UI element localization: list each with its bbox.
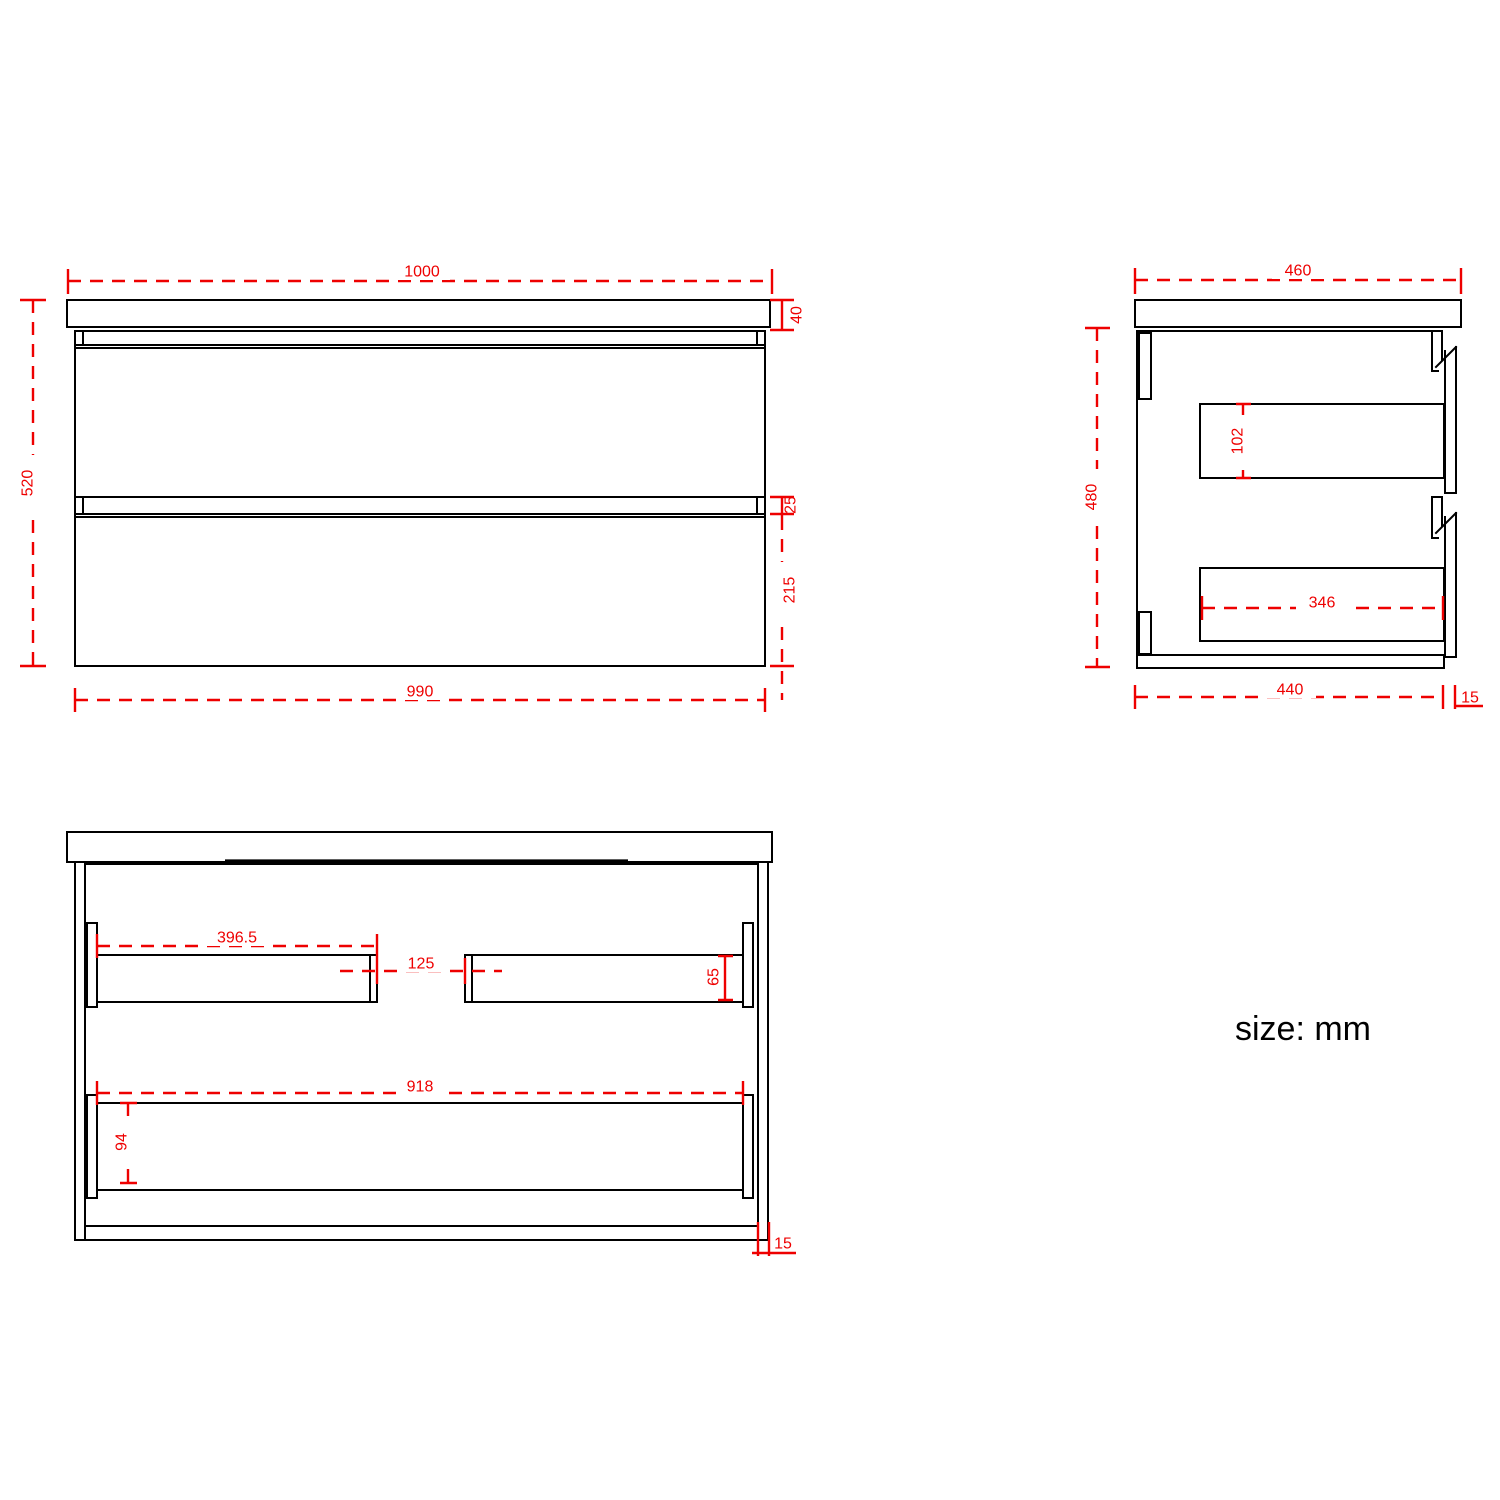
- side-drawer-front-top: [1432, 331, 1456, 493]
- back-countertop-outline: [67, 832, 772, 862]
- side-body-outline: [1137, 331, 1444, 668]
- units-label: size: mm: [1235, 1010, 1371, 1048]
- side-dim-cabinet-height: 480: [1083, 483, 1101, 511]
- front-dim-bottom-drawer-height: 215: [781, 576, 799, 604]
- side-countertop-outline: [1135, 300, 1461, 327]
- back-body-outline: [75, 862, 768, 1240]
- side-dim-front-thickness: 15: [1461, 689, 1479, 707]
- front-view: [18, 262, 806, 712]
- back-dim-panel-thickness: 15: [774, 1235, 792, 1253]
- side-dim-top-depth: 460: [1284, 262, 1312, 280]
- front-dim-ticks: [20, 269, 794, 712]
- front-dim-cabinet-width: 990: [406, 683, 434, 701]
- side-drawer-front-bottom: [1432, 497, 1456, 657]
- back-dim-back-rail-width: 918: [406, 1078, 434, 1096]
- back-dim-left-rail-width: 396.5: [216, 929, 258, 947]
- back-dim-dashed-lines: [97, 946, 743, 1183]
- front-dim-drawer-gap: 25: [782, 496, 800, 514]
- back-dim-back-rail-height: 94: [113, 1133, 131, 1151]
- front-dim-top-width: 1000: [404, 263, 440, 281]
- back-bottom-rail: [97, 1103, 743, 1190]
- back-view: [67, 832, 796, 1256]
- side-dim-ticks: [1085, 268, 1483, 709]
- side-dim-drawer-box-depth: 346: [1308, 594, 1336, 612]
- side-view: [1082, 261, 1483, 709]
- side-dim-cabinet-depth: 440: [1276, 681, 1304, 699]
- back-top-rail-right: [465, 955, 743, 1002]
- front-countertop-outline: [67, 300, 770, 327]
- front-dim-overall-height: 520: [19, 469, 37, 497]
- back-dim-rail-gap: 125: [407, 955, 435, 973]
- front-dim-countertop-height: 40: [788, 306, 806, 324]
- side-dim-drawer-box-height: 102: [1229, 427, 1247, 455]
- back-dim-ticks: [97, 934, 796, 1256]
- front-body-outline: [75, 331, 765, 666]
- front-drawer-lines: [75, 331, 765, 517]
- back-dim-rail-height: 65: [705, 968, 723, 986]
- side-wall-rails: [1139, 333, 1151, 654]
- back-top-rail-left: [97, 955, 377, 1002]
- front-dim-dashed-lines: [33, 281, 782, 700]
